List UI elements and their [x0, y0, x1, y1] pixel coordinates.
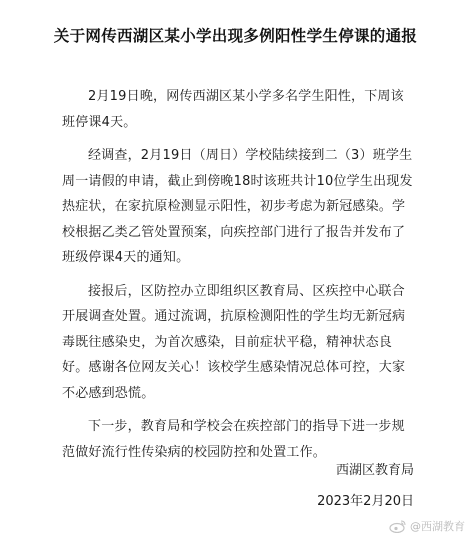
paragraph-2: 经调查，2月19日（周日）学校陆续接到二（3）班学生周一请假的申请，截止到傍晚18时该班共计10位学生出现发热症状，在家抗原检测显示阳性，初步考虑为新冠感染。学校根据乙类乙管处置预案，向疾控部门进行了报告并发布了班级停课4天的通知。 [62, 148, 413, 265]
paragraph-3: 接报后，区防控办立即组织区教育局、区疾控中心联合开展调查处置。通过流调，抗原检测阳性的学生均无新冠病毒既往感染史，为首次感染，目前症状平稳，精神状态良好。感谢各位网友关心！该校学生感染情况总体可控，大家不必感到恐慌。 [62, 283, 406, 401]
notice-body [62, 84, 414, 473]
weibo-logo-icon [389, 519, 407, 533]
weibo-watermark [389, 518, 465, 534]
signature-organization: 西湖区教育局 [335, 463, 414, 478]
signature-date: 2023年2月20日 [317, 494, 414, 509]
watermark-text: @西湖教育 [410, 520, 465, 533]
paragraph-1: 2月19日晚，网传西湖区某小学多名学生阳性，下周该班停课4天。 [62, 89, 404, 130]
paragraph-4: 下一步，教育局和学校会在疾控部门的指导下进一步规范做好流行性传染病的校园防控和处置工作。 [62, 419, 405, 460]
notice-title: 关于网传西湖区某小学出现多例阳性学生停课的通报 [53, 27, 418, 45]
